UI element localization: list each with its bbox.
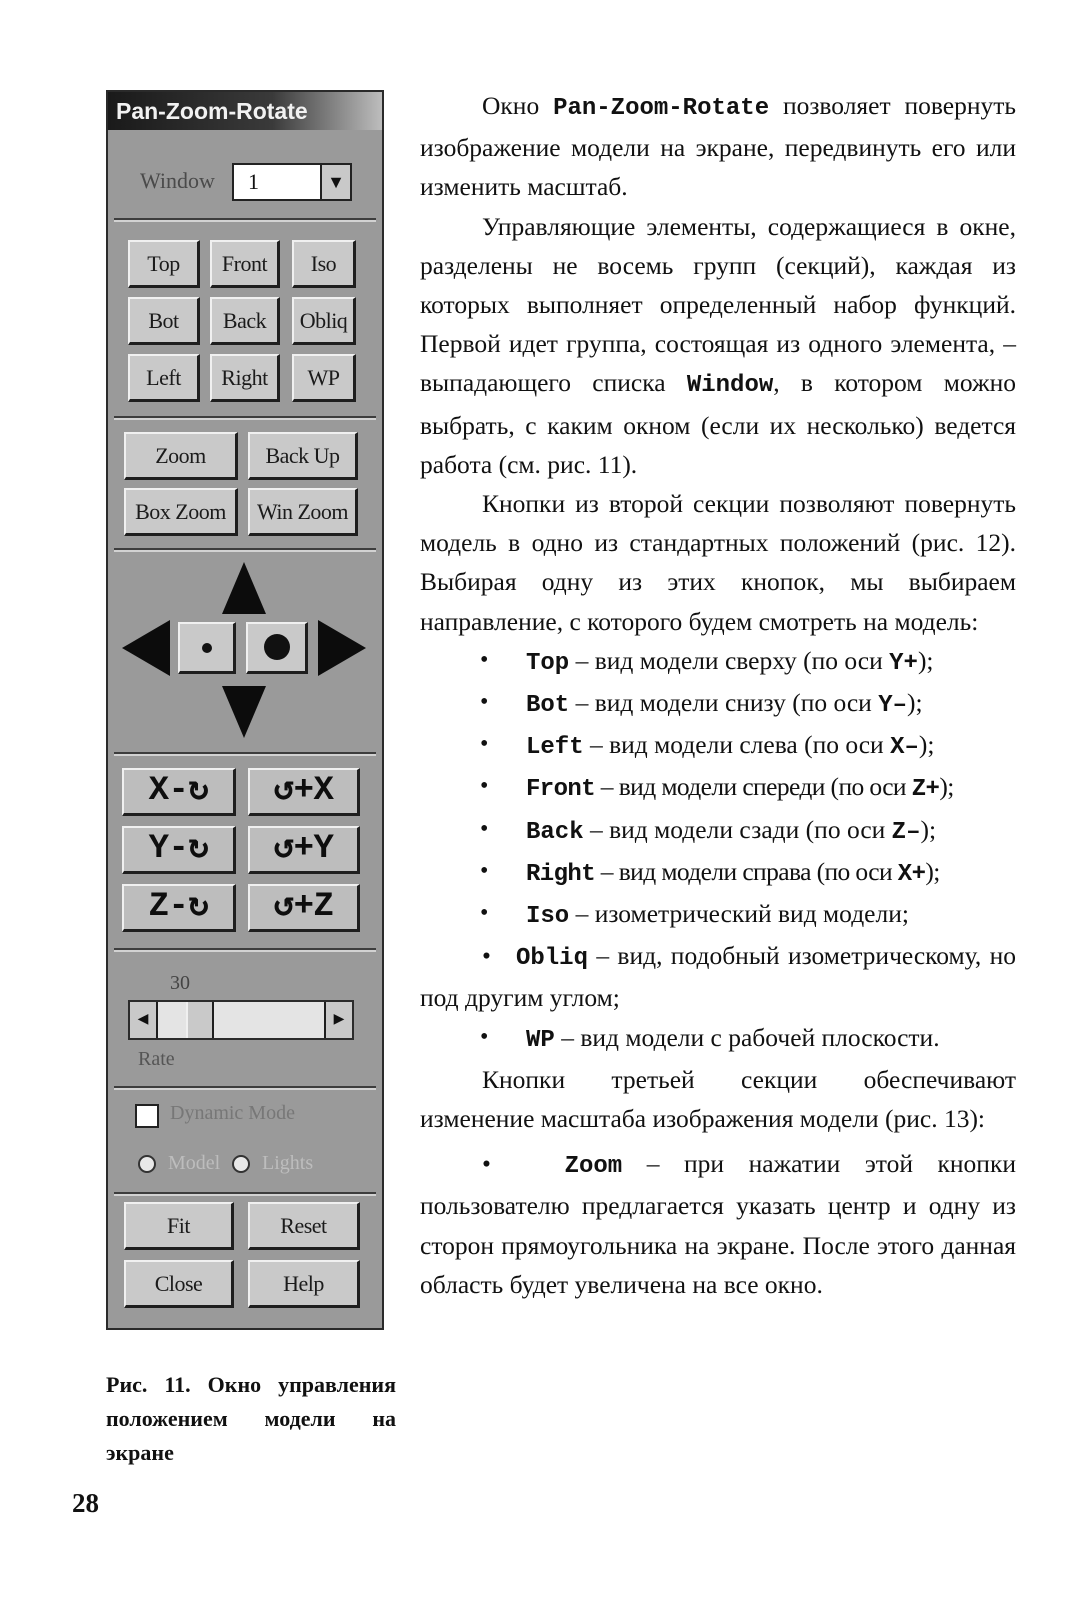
rate-scrollbar[interactable] — [128, 1000, 354, 1040]
figure-caption: Рис. 11. Окно управления положением модели на экране — [106, 1372, 396, 1465]
win-zoom-button[interactable]: Win Zoom — [248, 488, 358, 536]
model-radio-label: Model — [168, 1152, 221, 1174]
list-item: • Back – вид модели сзади (по оси Z–); — [480, 814, 937, 846]
lights-radio[interactable] — [232, 1155, 250, 1173]
section-divider — [114, 752, 376, 756]
list-item: • Bot – вид модели снизу (по оси Y–); — [480, 688, 923, 720]
rotate-x-plus-button[interactable]: ↺+X — [248, 768, 360, 816]
list-item-obliq: • Obliq – вид, подобный изометрическому, но под другим углом; — [420, 941, 1016, 1013]
iso-button[interactable]: Iso — [292, 240, 356, 288]
right-button[interactable]: Right — [210, 354, 280, 402]
close-button[interactable]: Close — [124, 1260, 234, 1308]
section-divider — [114, 948, 376, 952]
pan-up-icon[interactable] — [222, 562, 266, 614]
rotate-y-plus-button[interactable]: ↺+Y — [248, 826, 360, 874]
lights-radio-label: Lights — [262, 1152, 314, 1174]
scroll-right-icon[interactable]: ▶ — [324, 1002, 352, 1038]
section-divider — [114, 1086, 376, 1090]
model-radio[interactable] — [138, 1155, 156, 1173]
bot-button[interactable]: Bot — [128, 297, 200, 345]
rotate-y-minus-button[interactable]: Y-↻ — [122, 826, 236, 874]
rotate-x-minus-button[interactable]: X-↻ — [122, 768, 236, 816]
section-divider — [114, 416, 376, 420]
wp-button[interactable]: WP — [292, 354, 356, 402]
paragraph: Окно Pan-Zoom-Rotate позволяет повернуть изображение модели на экране, передвинуть его или изменить масштаб. — [420, 91, 1016, 202]
chevron-down-icon[interactable]: ▼ — [320, 165, 350, 199]
dynamic-mode-checkbox[interactable] — [135, 1104, 159, 1128]
page-number: 28 — [72, 1488, 99, 1518]
list-item: • Front – вид модели спереди (по оси Z+); — [480, 772, 954, 804]
window-label: Window — [140, 168, 215, 193]
rate-value: 30 — [170, 972, 190, 994]
rotate-z-plus-button[interactable]: ↺+Z — [248, 884, 360, 932]
scroll-thumb[interactable] — [186, 1002, 214, 1038]
fit-button[interactable]: Fit — [124, 1202, 234, 1250]
large-dot-icon — [264, 634, 290, 660]
top-button[interactable]: Top — [128, 240, 200, 288]
zoom-in-button[interactable] — [246, 622, 308, 674]
reset-button[interactable]: Reset — [248, 1202, 360, 1250]
paragraph: Управляющие элементы, содержащиеся в окне, разделены не восемь групп (секций), каждая из которых выполняет определенный набор функций. Первой идет группа, состоящая из одного элемента, – выпадающего списка Window, в котором можно выбрать, с каким окном (если их несколько) ведется работа (см. рис. 11). — [420, 211, 1016, 479]
window-select-value: 1 — [248, 169, 259, 194]
zoom-out-button[interactable] — [178, 622, 236, 674]
list-item-zoom: • Zoom – при нажатии этой кнопки пользователю предлагается указать центр и одну из сторон прямоугольника на экране. После этого данная область будет увеличена на все окно. — [420, 1149, 1016, 1299]
list-item: • Top – вид модели сверху (по оси Y+); — [480, 645, 934, 677]
help-button[interactable]: Help — [248, 1260, 360, 1308]
list-item: • Left – вид модели слева (по оси X–); — [480, 730, 935, 762]
pan-down-icon[interactable] — [222, 686, 266, 738]
list-item: • WP – вид модели с рабочей плоскости. — [480, 1022, 940, 1054]
box-zoom-button[interactable]: Box Zoom — [124, 488, 238, 536]
section-divider — [114, 218, 376, 222]
dynamic-mode-label: Dynamic Mode — [170, 1102, 295, 1124]
zoom-button[interactable]: Zoom — [124, 432, 238, 480]
view-list-wp — [420, 1018, 1016, 1060]
back-button[interactable]: Back — [210, 297, 280, 345]
paragraph: Кнопки третьей секции обеспечивают изменение масштаба изображения модели (рис. 13): — [420, 1064, 1016, 1134]
window-title-bar: Pan-Zoom-Rotate — [108, 92, 382, 130]
view-list — [420, 641, 1016, 936]
rotate-z-minus-button[interactable]: Z-↻ — [122, 884, 236, 932]
body-text — [420, 86, 1016, 1304]
list-item: • Iso – изометрический вид модели; — [480, 899, 909, 931]
pan-left-icon[interactable] — [122, 620, 170, 676]
scroll-left-icon[interactable]: ◀ — [130, 1002, 158, 1038]
small-dot-icon — [202, 643, 212, 653]
obliq-button[interactable]: Obliq — [292, 297, 356, 345]
section-divider — [114, 548, 376, 552]
pan-right-icon[interactable] — [318, 620, 366, 676]
section-divider — [114, 1192, 376, 1196]
paragraph: Кнопки из второй секции позволяют повернуть модель в одно из стандартных положений (рис. 12). Выбирая одну из этих кнопок, мы выбираем направление, с которого будем смотреть на модель: — [420, 489, 1016, 636]
list-item: • Right – вид модели справа (по оси X+); — [480, 856, 940, 888]
rate-label: Rate — [138, 1048, 175, 1070]
back-up-button[interactable]: Back Up — [248, 432, 358, 480]
left-button[interactable]: Left — [128, 354, 200, 402]
window-select[interactable] — [232, 163, 352, 201]
front-button[interactable]: Front — [210, 240, 280, 288]
